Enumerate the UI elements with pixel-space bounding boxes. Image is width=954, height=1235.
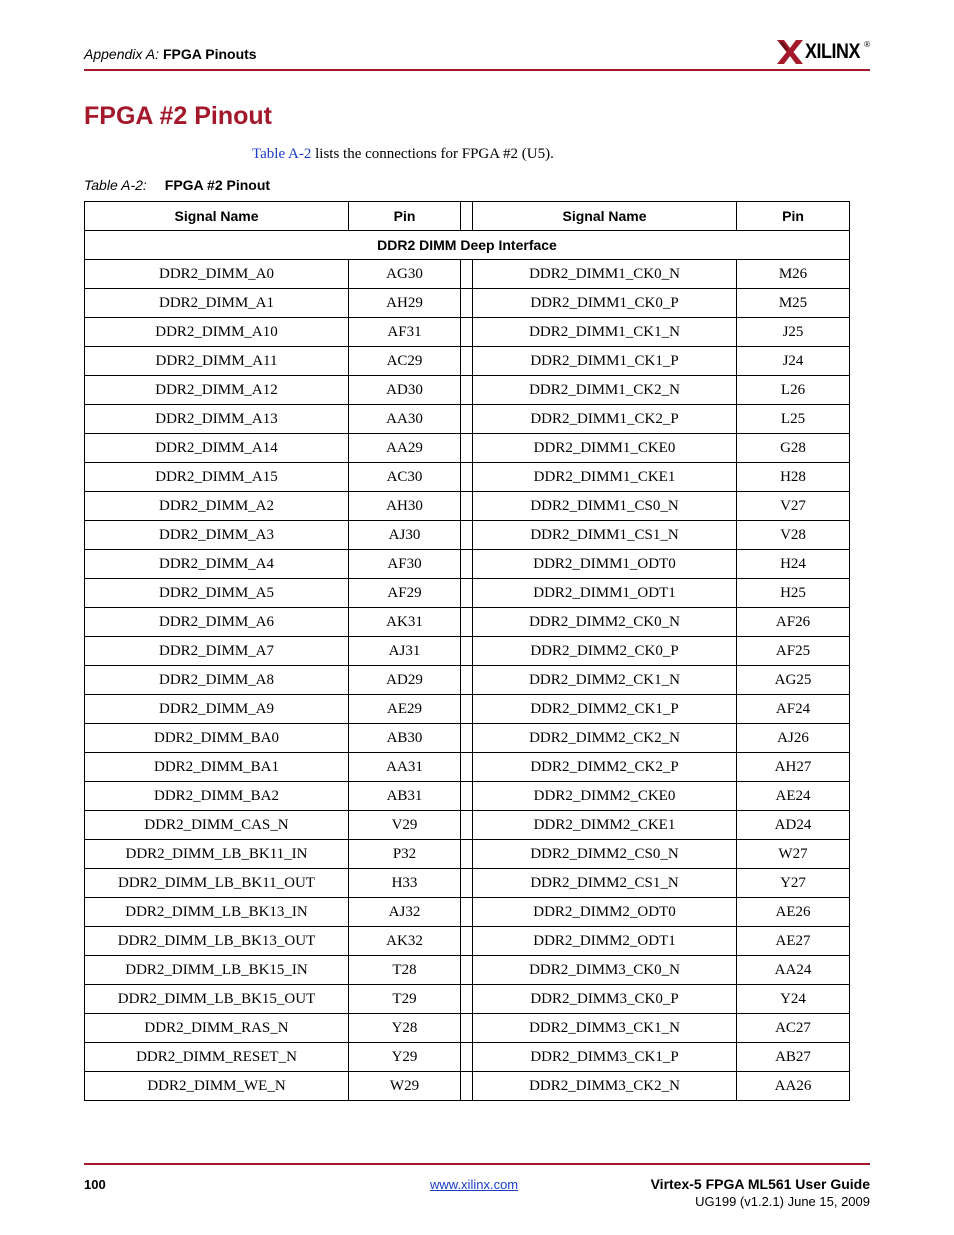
cell-signal-left: DDR2_DIMM_A8 [85,666,349,695]
cell-signal-left: DDR2_DIMM_A7 [85,637,349,666]
cell-signal-left: DDR2_DIMM_A12 [85,376,349,405]
column-gap [461,869,473,898]
column-gap [461,1014,473,1043]
cell-pin-left: AA29 [349,434,461,463]
cell-signal-right: DDR2_DIMM3_CK0_P [473,985,737,1014]
cell-pin-right: AD24 [737,811,850,840]
table-row [85,521,850,550]
section-label: FPGA Pinouts [162,46,257,62]
cell-pin-right: AF25 [737,637,850,666]
cell-signal-left: DDR2_DIMM_A1 [85,289,349,318]
cell-signal-right: DDR2_DIMM1_ODT0 [473,550,737,579]
cell-signal-right: DDR2_DIMM1_CS0_N [473,492,737,521]
column-gap [461,1072,473,1101]
cell-pin-left: AK32 [349,927,461,956]
table-row [85,376,850,405]
cell-signal-left: DDR2_DIMM_A13 [85,405,349,434]
cell-signal-left: DDR2_DIMM_LB_BK15_OUT [85,985,349,1014]
cell-signal-right: DDR2_DIMM1_CK0_N [473,260,737,289]
cell-pin-left: P32 [349,840,461,869]
cell-pin-right: AF24 [737,695,850,724]
cell-pin-right: AH27 [737,753,850,782]
cell-pin-right: H25 [737,579,850,608]
cell-signal-right: DDR2_DIMM2_CS1_N [473,869,737,898]
cell-signal-left: DDR2_DIMM_BA0 [85,724,349,753]
cell-signal-right: DDR2_DIMM2_CK1_P [473,695,737,724]
cell-signal-right: DDR2_DIMM1_CKE0 [473,434,737,463]
cell-pin-right: AA26 [737,1072,850,1101]
intro-paragraph [252,146,554,163]
table-row [85,956,850,985]
cell-signal-left: DDR2_DIMM_RESET_N [85,1043,349,1072]
cell-pin-left: AD29 [349,666,461,695]
cell-signal-left: DDR2_DIMM_A15 [85,463,349,492]
cell-pin-right: AG25 [737,666,850,695]
table-row [85,579,850,608]
logo-wordmark: XILINX [805,40,861,63]
cell-signal-right: DDR2_DIMM2_CK2_N [473,724,737,753]
cell-pin-right: M25 [737,289,850,318]
column-gap [461,289,473,318]
table-row [85,1072,850,1101]
cell-signal-right: DDR2_DIMM2_ODT1 [473,927,737,956]
column-gap [461,811,473,840]
header-rule [84,69,870,71]
cell-pin-right: AF26 [737,608,850,637]
cell-signal-left: DDR2_DIMM_A6 [85,608,349,637]
cell-signal-left: DDR2_DIMM_A14 [85,434,349,463]
cell-pin-right: Y24 [737,985,850,1014]
column-gap [461,927,473,956]
table-row [85,898,850,927]
table-row [85,927,850,956]
cell-signal-left: DDR2_DIMM_A2 [85,492,349,521]
cell-pin-left: AF30 [349,550,461,579]
cell-pin-right: G28 [737,434,850,463]
footer-rule [84,1163,870,1165]
column-gap [461,550,473,579]
column-gap [461,637,473,666]
column-gap [461,840,473,869]
cell-signal-left: DDR2_DIMM_A10 [85,318,349,347]
cell-pin-left: AA30 [349,405,461,434]
caption-label: Table A-2: [84,177,147,193]
cell-pin-right: AJ26 [737,724,850,753]
guide-title: Virtex-5 FPGA ML561 User Guide [650,1176,870,1192]
cell-signal-right: DDR2_DIMM1_CKE1 [473,463,737,492]
cell-signal-right: DDR2_DIMM2_CK0_N [473,608,737,637]
footer-doc-info [651,1176,870,1209]
col-header-pin-left: Pin [349,202,461,231]
intro-text: lists the connections for FPGA #2 (U5). [311,146,554,162]
column-gap [461,724,473,753]
table-row [85,260,850,289]
cell-pin-left: T29 [349,985,461,1014]
cell-pin-right: M26 [737,260,850,289]
cell-signal-right: DDR2_DIMM2_ODT0 [473,898,737,927]
cell-signal-right: DDR2_DIMM2_CK1_N [473,666,737,695]
table-header-row [85,202,850,231]
cell-pin-left: AK31 [349,608,461,637]
cell-signal-right: DDR2_DIMM2_CKE0 [473,782,737,811]
cell-pin-left: AF29 [349,579,461,608]
column-gap [461,376,473,405]
table-row [85,666,850,695]
cell-pin-left: W29 [349,1072,461,1101]
column-gap [461,463,473,492]
cell-pin-right: J25 [737,318,850,347]
xilinx-x-icon [777,40,803,64]
column-gap [461,434,473,463]
table-row [85,289,850,318]
appendix-label: Appendix A: [84,46,159,62]
cell-pin-left: AJ32 [349,898,461,927]
col-header-pin-right: Pin [737,202,850,231]
cell-signal-left: DDR2_DIMM_RAS_N [85,1014,349,1043]
column-gap [461,347,473,376]
table-row [85,724,850,753]
cell-pin-left: AJ31 [349,637,461,666]
table-row [85,637,850,666]
cell-pin-left: AD30 [349,376,461,405]
cell-pin-left: T28 [349,956,461,985]
cell-pin-right: AB27 [737,1043,850,1072]
cell-pin-right: AA24 [737,956,850,985]
registered-mark: ® [864,39,870,49]
cell-pin-left: Y28 [349,1014,461,1043]
table-row [85,318,850,347]
column-gap [461,666,473,695]
cell-signal-right: DDR2_DIMM1_CK2_P [473,405,737,434]
column-gap [461,753,473,782]
cell-signal-right: DDR2_DIMM3_CK1_P [473,1043,737,1072]
table-row [85,695,850,724]
column-gap [461,492,473,521]
cell-signal-left: DDR2_DIMM_BA2 [85,782,349,811]
cell-signal-left: DDR2_DIMM_A4 [85,550,349,579]
cell-signal-right: DDR2_DIMM3_CK2_N [473,1072,737,1101]
cell-pin-right: V27 [737,492,850,521]
cell-signal-left: DDR2_DIMM_A0 [85,260,349,289]
cell-pin-left: H33 [349,869,461,898]
section-row [85,231,850,260]
cell-pin-left: AH29 [349,289,461,318]
cell-signal-right: DDR2_DIMM3_CK1_N [473,1014,737,1043]
cell-pin-right: H28 [737,463,850,492]
cell-pin-right: L25 [737,405,850,434]
footer-url-link[interactable]: www.xilinx.com [430,1177,519,1192]
column-gap [461,521,473,550]
page-header [84,39,870,68]
cell-signal-left: DDR2_DIMM_A5 [85,579,349,608]
cell-pin-right: AE27 [737,927,850,956]
cell-pin-right: W27 [737,840,850,869]
column-gap [461,782,473,811]
running-header [84,46,257,62]
cell-signal-right: DDR2_DIMM1_CS1_N [473,521,737,550]
table-row [85,492,850,521]
cell-pin-left: AC30 [349,463,461,492]
cell-signal-left: DDR2_DIMM_A3 [85,521,349,550]
cell-signal-left: DDR2_DIMM_LB_BK11_OUT [85,869,349,898]
cell-pin-right: Y27 [737,869,850,898]
cell-signal-right: DDR2_DIMM2_CKE1 [473,811,737,840]
column-gap [461,1043,473,1072]
cell-signal-left: DDR2_DIMM_LB_BK13_IN [85,898,349,927]
cell-signal-right: DDR2_DIMM1_CK1_P [473,347,737,376]
cell-pin-left: Y29 [349,1043,461,1072]
column-gap [461,608,473,637]
cell-pin-left: AF31 [349,318,461,347]
caption-title: FPGA #2 Pinout [164,177,271,193]
cell-pin-left: AJ30 [349,521,461,550]
pinout-table [84,201,850,1101]
section-title: DDR2 DIMM Deep Interface [85,231,850,260]
cell-pin-left: AA31 [349,753,461,782]
cell-pin-right: AE26 [737,898,850,927]
page-title: FPGA #2 Pinout [84,102,272,130]
table-row [85,347,850,376]
cell-signal-right: DDR2_DIMM2_CK2_P [473,753,737,782]
column-gap [461,405,473,434]
table-row [85,782,850,811]
cell-pin-right: L26 [737,376,850,405]
column-gap [461,318,473,347]
cell-signal-left: DDR2_DIMM_LB_BK13_OUT [85,927,349,956]
cell-signal-right: DDR2_DIMM2_CK0_P [473,637,737,666]
table-row [85,811,850,840]
table-row [85,1043,850,1072]
table-reference-link[interactable]: Table A-2 [252,146,312,162]
cell-pin-left: AG30 [349,260,461,289]
column-gap [461,898,473,927]
cell-pin-right: AE24 [737,782,850,811]
col-header-signal-left: Signal Name [85,202,349,231]
cell-signal-right: DDR2_DIMM1_CK2_N [473,376,737,405]
cell-pin-left: AE29 [349,695,461,724]
cell-signal-left: DDR2_DIMM_LB_BK11_IN [85,840,349,869]
cell-signal-right: DDR2_DIMM1_CK0_P [473,289,737,318]
cell-signal-left: DDR2_DIMM_BA1 [85,753,349,782]
table-row [85,840,850,869]
cell-signal-right: DDR2_DIMM3_CK0_N [473,956,737,985]
page-number: 100 [84,1177,106,1192]
column-gap [461,579,473,608]
table-row [85,869,850,898]
column-gap [461,202,473,231]
table-row [85,463,850,492]
table-row [85,405,850,434]
cell-signal-left: DDR2_DIMM_A11 [85,347,349,376]
column-gap [461,260,473,289]
table-row [85,985,850,1014]
cell-signal-left: DDR2_DIMM_A9 [85,695,349,724]
table-row [85,1014,850,1043]
cell-signal-right: DDR2_DIMM1_ODT1 [473,579,737,608]
column-gap [461,985,473,1014]
cell-pin-left: AB31 [349,782,461,811]
col-header-signal-right: Signal Name [473,202,737,231]
cell-signal-left: DDR2_DIMM_LB_BK15_IN [85,956,349,985]
doc-version: UG199 (v1.2.1) June 15, 2009 [695,1194,870,1209]
cell-pin-left: AB30 [349,724,461,753]
cell-signal-left: DDR2_DIMM_WE_N [85,1072,349,1101]
cell-signal-right: DDR2_DIMM2_CS0_N [473,840,737,869]
column-gap [461,695,473,724]
cell-signal-right: DDR2_DIMM1_CK1_N [473,318,737,347]
column-gap [461,956,473,985]
cell-pin-left: AH30 [349,492,461,521]
cell-pin-left: AC29 [349,347,461,376]
cell-pin-right: J24 [737,347,850,376]
cell-signal-left: DDR2_DIMM_CAS_N [85,811,349,840]
table-row [85,753,850,782]
table-caption [84,177,270,193]
cell-pin-right: V28 [737,521,850,550]
table-row [85,550,850,579]
cell-pin-right: H24 [737,550,850,579]
cell-pin-right: AC27 [737,1014,850,1043]
cell-pin-left: V29 [349,811,461,840]
xilinx-logo [777,40,870,64]
table-row [85,608,850,637]
table-row [85,434,850,463]
